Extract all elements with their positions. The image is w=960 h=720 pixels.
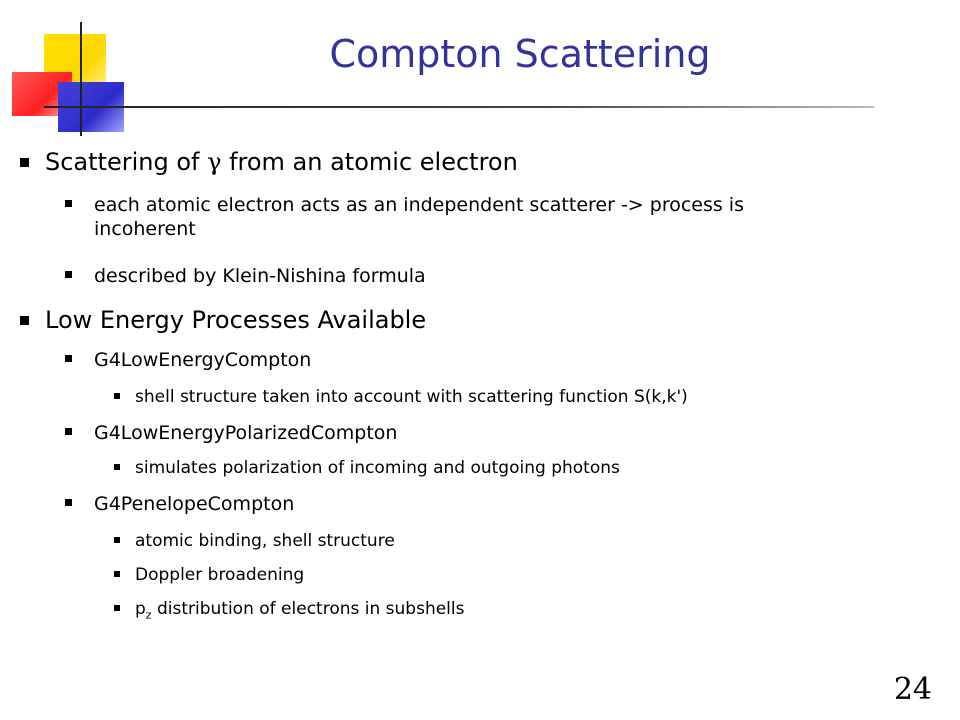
bullet-text: described by Klein-Nishina formula xyxy=(94,265,426,287)
page-number: 24 xyxy=(893,672,932,707)
bullet-text: G4LowEnergyPolarizedCompton xyxy=(94,422,398,444)
bullet-marker xyxy=(114,605,120,611)
bullet-text: Doppler broadening xyxy=(135,565,305,585)
corner-decoration xyxy=(0,0,140,140)
sub-sub-bullet-polarization xyxy=(114,457,620,479)
sub-sub-bullet-pz-distribution xyxy=(114,598,464,626)
pz-subscript: z xyxy=(145,608,152,622)
sub-sub-bullet-shell-structure xyxy=(114,386,688,408)
sub-sub-bullet-atomic-binding xyxy=(114,530,395,552)
sub-bullet-independent-scatterer xyxy=(65,193,744,241)
bullet-text: shell structure taken into account with scattering function S(k,k') xyxy=(135,387,688,407)
bullet-text xyxy=(94,193,744,241)
bullet-low-energy xyxy=(20,306,426,334)
slide-title: Compton Scattering xyxy=(329,32,711,76)
pz-p: p xyxy=(135,599,146,619)
bullet-marker xyxy=(65,200,72,207)
bullet-marker xyxy=(20,316,29,325)
sub-bullet-g4lowenergycompton xyxy=(65,348,311,372)
text-pre: Scattering of xyxy=(45,148,208,176)
bullet-text: G4PenelopeCompton xyxy=(94,493,295,515)
gamma-symbol: γ xyxy=(207,148,222,176)
bullet-scattering xyxy=(20,148,518,176)
bullet-marker xyxy=(114,537,120,543)
bullet-text xyxy=(45,148,518,176)
pz-rest: distribution of electrons in subshells xyxy=(151,599,465,619)
bullet-marker xyxy=(114,464,120,470)
bullet-marker xyxy=(114,393,120,399)
bullet-text: G4LowEnergyCompton xyxy=(94,349,312,371)
bullet-marker xyxy=(65,271,72,278)
bullet-marker xyxy=(65,499,72,506)
bullet-text xyxy=(135,598,464,626)
text-line2: incoherent xyxy=(94,218,196,240)
bullet-text: Low Energy Processes Available xyxy=(45,306,427,334)
bullet-marker xyxy=(65,428,72,435)
bullet-marker xyxy=(114,571,120,577)
sub-sub-bullet-doppler xyxy=(114,564,304,586)
title-underline xyxy=(44,106,874,108)
sub-bullet-g4lowenergypolarizedcompton xyxy=(65,421,397,445)
bullet-text: atomic binding, shell structure xyxy=(135,531,395,551)
text-line1: each atomic electron acts as an independent scatterer -> process is xyxy=(94,194,744,216)
bullet-text: simulates polarization of incoming and outgoing photons xyxy=(135,458,620,478)
bullet-marker xyxy=(65,355,72,362)
sub-bullet-g4penelopecompton xyxy=(65,492,294,516)
sub-bullet-klein-nishina xyxy=(65,264,426,288)
text-post: from an atomic electron xyxy=(221,148,518,176)
vertical-rule xyxy=(80,22,82,136)
bullet-marker xyxy=(20,158,29,167)
